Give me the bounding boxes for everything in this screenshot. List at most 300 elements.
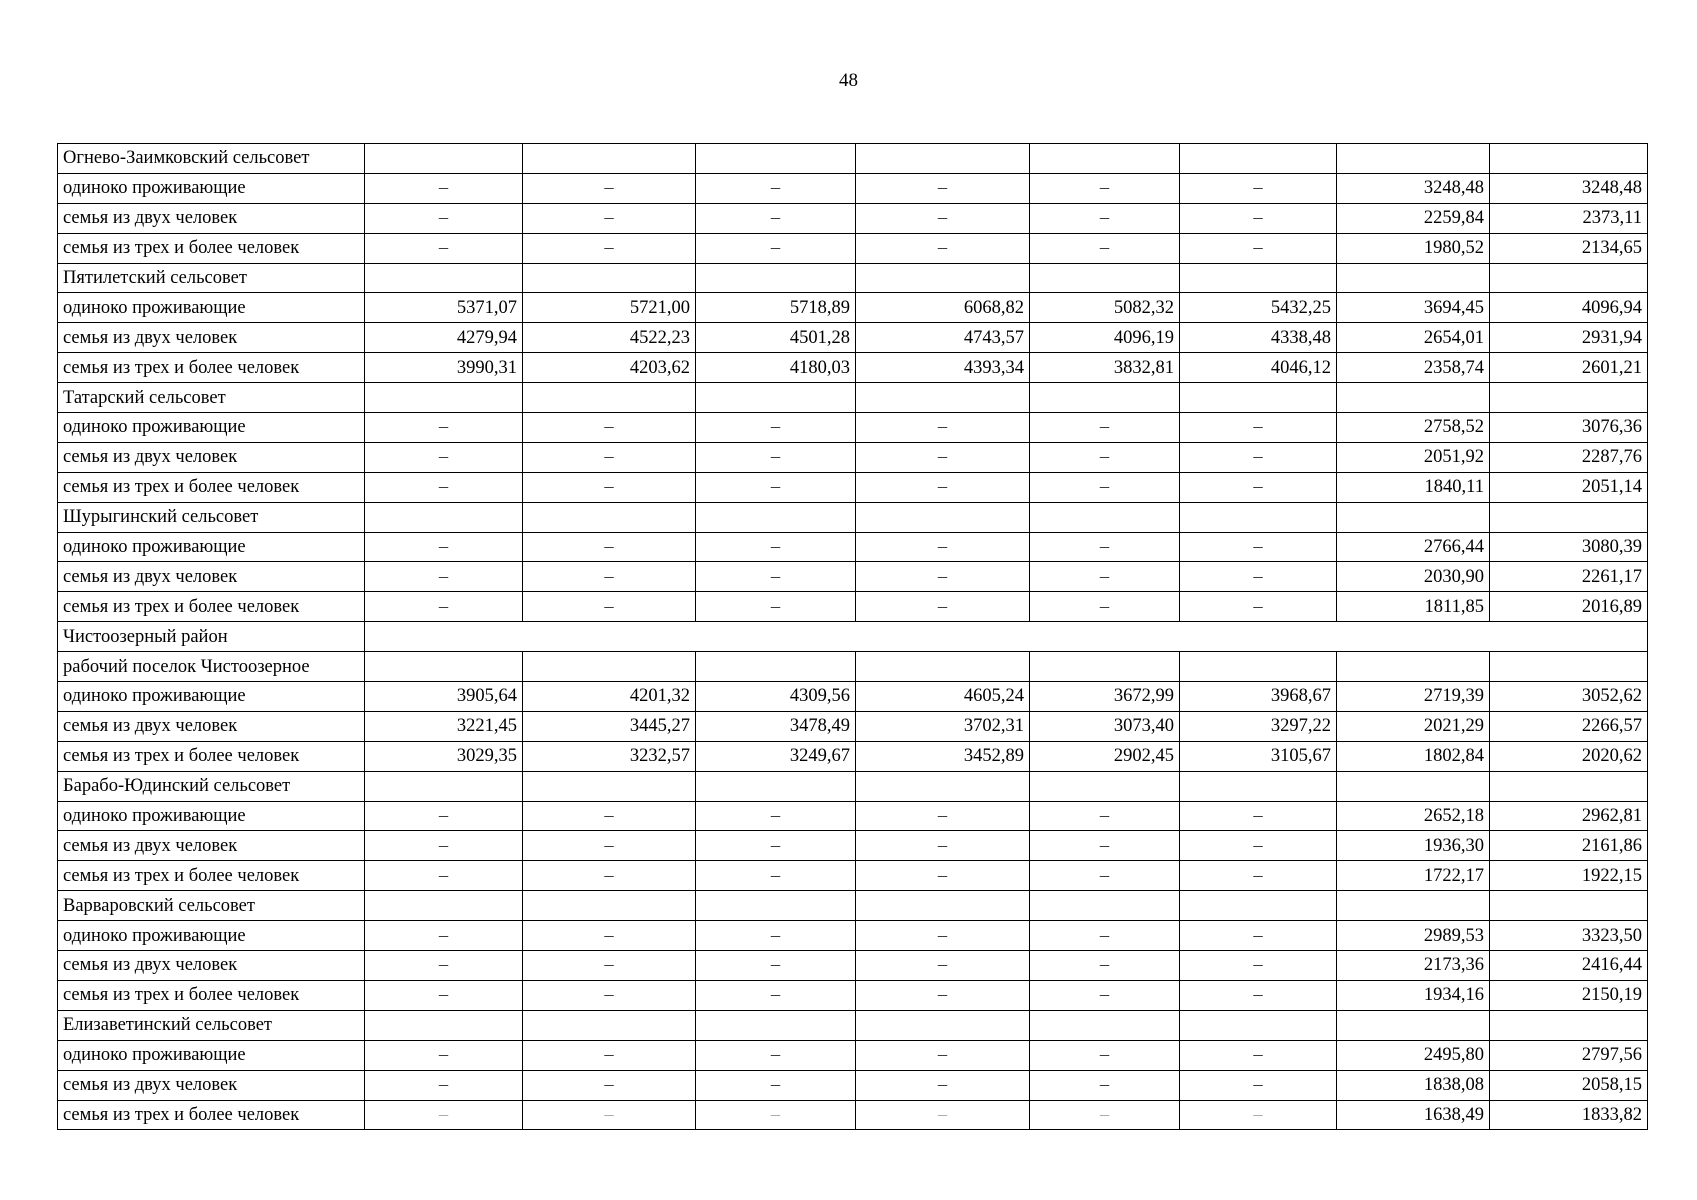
- value-cell: 2161,86: [1490, 831, 1648, 861]
- no-value-cell: –: [696, 562, 856, 592]
- no-value-cell: –: [523, 442, 696, 472]
- no-value-cell: –: [523, 413, 696, 443]
- no-value-cell: –: [856, 203, 1030, 233]
- empty-cell: [856, 771, 1030, 801]
- empty-cell: [1337, 263, 1490, 293]
- value-cell: 3029,35: [365, 741, 523, 771]
- section-header-row: [58, 891, 1648, 921]
- empty-cell: [523, 383, 696, 413]
- row-label: семья из трех и более человек: [58, 592, 365, 622]
- value-cell: 5432,25: [1180, 293, 1337, 323]
- row-label: семья из трех и более человек: [58, 472, 365, 502]
- value-cell: 3694,45: [1337, 293, 1490, 323]
- value-cell: 3052,62: [1490, 682, 1648, 712]
- value-cell: 2259,84: [1337, 203, 1490, 233]
- value-cell: 2931,94: [1490, 323, 1648, 353]
- no-value-cell: –: [696, 592, 856, 622]
- value-cell: 3221,45: [365, 711, 523, 741]
- value-cell: 2051,92: [1337, 442, 1490, 472]
- value-cell: 2989,53: [1337, 921, 1490, 951]
- no-value-cell: –: [1180, 233, 1337, 263]
- no-value-cell: –: [856, 831, 1030, 861]
- value-cell: 4046,12: [1180, 353, 1337, 383]
- no-value-cell: –: [696, 951, 856, 981]
- no-value-cell: –: [365, 801, 523, 831]
- section-title: Чистоозерный район: [58, 622, 365, 652]
- empty-cell: [1030, 891, 1180, 921]
- no-value-cell: –: [523, 980, 696, 1010]
- value-cell: 3105,67: [1180, 741, 1337, 771]
- no-value-cell: –: [696, 472, 856, 502]
- value-cell: 5371,07: [365, 293, 523, 323]
- value-cell: 3452,89: [856, 741, 1030, 771]
- no-value-cell: –: [856, 951, 1030, 981]
- no-value-cell: –: [1180, 532, 1337, 562]
- table-row: [58, 831, 1648, 861]
- value-cell: 1638,49: [1337, 1100, 1490, 1130]
- empty-cell: [523, 1010, 696, 1040]
- value-cell: 3672,99: [1030, 682, 1180, 712]
- empty-span-cell: [365, 622, 1648, 652]
- section-title: Барабо-Юдинский сельсовет: [58, 771, 365, 801]
- value-cell: 2416,44: [1490, 951, 1648, 981]
- row-label: семья из трех и более человек: [58, 741, 365, 771]
- value-cell: 3248,48: [1490, 173, 1648, 203]
- empty-cell: [1337, 502, 1490, 532]
- no-value-cell: –: [696, 173, 856, 203]
- value-cell: 4338,48: [1180, 323, 1337, 353]
- empty-cell: [696, 771, 856, 801]
- value-cell: 2758,52: [1337, 413, 1490, 443]
- no-value-cell: –: [1180, 921, 1337, 951]
- value-cell: 2051,14: [1490, 472, 1648, 502]
- no-value-cell: –: [1030, 1070, 1180, 1100]
- empty-cell: [696, 652, 856, 682]
- no-value-cell: –: [1030, 233, 1180, 263]
- no-value-cell: –: [696, 203, 856, 233]
- row-label: семья из двух человек: [58, 323, 365, 353]
- empty-cell: [1337, 771, 1490, 801]
- empty-cell: [1030, 652, 1180, 682]
- no-value-cell: –: [523, 532, 696, 562]
- value-cell: 1922,15: [1490, 861, 1648, 891]
- no-value-cell: –: [856, 980, 1030, 1010]
- value-cell: 4201,32: [523, 682, 696, 712]
- no-value-cell: –: [365, 203, 523, 233]
- no-value-cell: –: [856, 1040, 1030, 1070]
- section-header-row: [58, 502, 1648, 532]
- empty-cell: [1490, 263, 1648, 293]
- empty-cell: [523, 652, 696, 682]
- empty-cell: [523, 144, 696, 174]
- table-row: [58, 472, 1648, 502]
- section-header-row: [58, 652, 1648, 682]
- row-label: семья из трех и более человек: [58, 1100, 365, 1130]
- value-cell: 4096,94: [1490, 293, 1648, 323]
- empty-cell: [1180, 502, 1337, 532]
- value-cell: 3073,40: [1030, 711, 1180, 741]
- value-cell: 4743,57: [856, 323, 1030, 353]
- no-value-cell: –: [1030, 562, 1180, 592]
- value-cell: 2020,62: [1490, 741, 1648, 771]
- data-table: [57, 143, 1648, 1130]
- no-value-cell: –: [1180, 203, 1337, 233]
- empty-cell: [856, 891, 1030, 921]
- empty-cell: [856, 383, 1030, 413]
- no-value-cell: –: [696, 413, 856, 443]
- value-cell: 2373,11: [1490, 203, 1648, 233]
- empty-cell: [365, 652, 523, 682]
- value-cell: 2030,90: [1337, 562, 1490, 592]
- table-row: [58, 532, 1648, 562]
- no-value-cell: –: [365, 472, 523, 502]
- no-value-cell: –: [1180, 951, 1337, 981]
- empty-cell: [1030, 383, 1180, 413]
- section-header-row: [58, 144, 1648, 174]
- no-value-cell: –: [523, 801, 696, 831]
- empty-cell: [523, 263, 696, 293]
- value-cell: 4309,56: [696, 682, 856, 712]
- value-cell: 3702,31: [856, 711, 1030, 741]
- value-cell: 5082,32: [1030, 293, 1180, 323]
- value-cell: 1833,82: [1490, 1100, 1648, 1130]
- value-cell: 4279,94: [365, 323, 523, 353]
- row-label: одиноко проживающие: [58, 1040, 365, 1070]
- value-cell: 2495,80: [1337, 1040, 1490, 1070]
- empty-cell: [365, 771, 523, 801]
- section-title: Шурыгинский сельсовет: [58, 502, 365, 532]
- empty-cell: [1030, 1010, 1180, 1040]
- table-row: [58, 442, 1648, 472]
- empty-cell: [696, 1010, 856, 1040]
- row-label: одиноко проживающие: [58, 682, 365, 712]
- value-cell: 1840,11: [1337, 472, 1490, 502]
- table-row: [58, 203, 1648, 233]
- no-value-cell: –: [1180, 1100, 1337, 1130]
- empty-cell: [1490, 891, 1648, 921]
- no-value-cell: –: [1180, 562, 1337, 592]
- table-row: [58, 173, 1648, 203]
- no-value-cell: –: [1030, 442, 1180, 472]
- empty-cell: [365, 144, 523, 174]
- empty-cell: [1180, 144, 1337, 174]
- section-header-row: [58, 622, 1648, 652]
- value-cell: 4522,23: [523, 323, 696, 353]
- no-value-cell: –: [856, 592, 1030, 622]
- row-label: семья из трех и более человек: [58, 861, 365, 891]
- empty-cell: [365, 1010, 523, 1040]
- no-value-cell: –: [856, 1070, 1030, 1100]
- empty-cell: [1030, 263, 1180, 293]
- no-value-cell: –: [365, 442, 523, 472]
- row-label: семья из двух человек: [58, 562, 365, 592]
- empty-cell: [1030, 144, 1180, 174]
- no-value-cell: –: [523, 951, 696, 981]
- no-value-cell: –: [856, 442, 1030, 472]
- no-value-cell: –: [1180, 801, 1337, 831]
- no-value-cell: –: [1030, 532, 1180, 562]
- no-value-cell: –: [523, 1100, 696, 1130]
- no-value-cell: –: [856, 1100, 1030, 1130]
- no-value-cell: –: [365, 861, 523, 891]
- empty-cell: [856, 263, 1030, 293]
- no-value-cell: –: [523, 562, 696, 592]
- section-header-row: [58, 771, 1648, 801]
- empty-cell: [1337, 891, 1490, 921]
- no-value-cell: –: [1180, 1070, 1337, 1100]
- value-cell: 3832,81: [1030, 353, 1180, 383]
- section-header-row: [58, 1010, 1648, 1040]
- value-cell: 2654,01: [1337, 323, 1490, 353]
- no-value-cell: –: [365, 233, 523, 263]
- empty-cell: [365, 502, 523, 532]
- value-cell: 2719,39: [1337, 682, 1490, 712]
- section-title: Пятилетский сельсовет: [58, 263, 365, 293]
- section-header-row: [58, 383, 1648, 413]
- table-row: [58, 711, 1648, 741]
- value-cell: 2058,15: [1490, 1070, 1648, 1100]
- no-value-cell: –: [523, 203, 696, 233]
- section-header-row: [58, 263, 1648, 293]
- empty-cell: [696, 891, 856, 921]
- value-cell: 3990,31: [365, 353, 523, 383]
- no-value-cell: –: [696, 831, 856, 861]
- table-row: [58, 980, 1648, 1010]
- row-label: семья из трех и более человек: [58, 980, 365, 1010]
- section-title: Татарский сельсовет: [58, 383, 365, 413]
- row-label: одиноко проживающие: [58, 293, 365, 323]
- no-value-cell: –: [523, 1070, 696, 1100]
- empty-cell: [365, 891, 523, 921]
- table-row: [58, 233, 1648, 263]
- no-value-cell: –: [856, 921, 1030, 951]
- value-cell: 3478,49: [696, 711, 856, 741]
- empty-cell: [696, 502, 856, 532]
- empty-cell: [523, 502, 696, 532]
- no-value-cell: –: [1030, 1100, 1180, 1130]
- no-value-cell: –: [1030, 173, 1180, 203]
- no-value-cell: –: [696, 980, 856, 1010]
- no-value-cell: –: [1030, 951, 1180, 981]
- empty-cell: [696, 263, 856, 293]
- table-row: [58, 323, 1648, 353]
- value-cell: 1980,52: [1337, 233, 1490, 263]
- row-label: семья из двух человек: [58, 831, 365, 861]
- value-cell: 5718,89: [696, 293, 856, 323]
- section-title: Варваровский сельсовет: [58, 891, 365, 921]
- value-cell: 3297,22: [1180, 711, 1337, 741]
- no-value-cell: –: [1180, 861, 1337, 891]
- empty-cell: [1490, 144, 1648, 174]
- table-row: [58, 562, 1648, 592]
- no-value-cell: –: [365, 592, 523, 622]
- value-cell: 4203,62: [523, 353, 696, 383]
- no-value-cell: –: [1180, 442, 1337, 472]
- row-label: одиноко проживающие: [58, 532, 365, 562]
- no-value-cell: –: [1180, 413, 1337, 443]
- no-value-cell: –: [365, 413, 523, 443]
- value-cell: 2287,76: [1490, 442, 1648, 472]
- row-label: одиноко проживающие: [58, 173, 365, 203]
- section-title: рабочий поселок Чистоозерное: [58, 652, 365, 682]
- value-cell: 3905,64: [365, 682, 523, 712]
- empty-cell: [1337, 1010, 1490, 1040]
- no-value-cell: –: [1030, 413, 1180, 443]
- empty-cell: [856, 502, 1030, 532]
- empty-cell: [1337, 144, 1490, 174]
- value-cell: 4393,34: [856, 353, 1030, 383]
- table-row: [58, 682, 1648, 712]
- empty-cell: [1337, 652, 1490, 682]
- table-row: [58, 413, 1648, 443]
- empty-cell: [1490, 771, 1648, 801]
- row-label: одиноко проживающие: [58, 921, 365, 951]
- empty-cell: [1180, 891, 1337, 921]
- no-value-cell: –: [523, 592, 696, 622]
- value-cell: 2358,74: [1337, 353, 1490, 383]
- table-row: [58, 293, 1648, 323]
- no-value-cell: –: [1030, 921, 1180, 951]
- section-title: Огнево-Заимковский сельсовет: [58, 144, 365, 174]
- value-cell: 3080,39: [1490, 532, 1648, 562]
- no-value-cell: –: [523, 173, 696, 203]
- value-cell: 6068,82: [856, 293, 1030, 323]
- value-cell: 2601,21: [1490, 353, 1648, 383]
- value-cell: 2266,57: [1490, 711, 1648, 741]
- empty-cell: [1490, 383, 1648, 413]
- empty-cell: [1180, 771, 1337, 801]
- value-cell: 5721,00: [523, 293, 696, 323]
- no-value-cell: –: [523, 472, 696, 502]
- value-cell: 4605,24: [856, 682, 1030, 712]
- no-value-cell: –: [696, 532, 856, 562]
- value-cell: 1811,85: [1337, 592, 1490, 622]
- no-value-cell: –: [365, 951, 523, 981]
- no-value-cell: –: [696, 442, 856, 472]
- no-value-cell: –: [856, 801, 1030, 831]
- value-cell: 2150,19: [1490, 980, 1648, 1010]
- value-cell: 2134,65: [1490, 233, 1648, 263]
- no-value-cell: –: [365, 173, 523, 203]
- no-value-cell: –: [523, 861, 696, 891]
- empty-cell: [523, 891, 696, 921]
- no-value-cell: –: [856, 173, 1030, 203]
- empty-cell: [1180, 263, 1337, 293]
- value-cell: 2652,18: [1337, 801, 1490, 831]
- empty-cell: [1490, 1010, 1648, 1040]
- value-cell: 2016,89: [1490, 592, 1648, 622]
- table-row: [58, 1100, 1648, 1130]
- value-cell: 3076,36: [1490, 413, 1648, 443]
- empty-cell: [1180, 1010, 1337, 1040]
- value-cell: 4096,19: [1030, 323, 1180, 353]
- value-cell: 2766,44: [1337, 532, 1490, 562]
- table-row: [58, 861, 1648, 891]
- value-cell: 1802,84: [1337, 741, 1490, 771]
- row-label: семья из двух человек: [58, 442, 365, 472]
- empty-cell: [1180, 652, 1337, 682]
- value-cell: 1838,08: [1337, 1070, 1490, 1100]
- table-body: [58, 144, 1648, 1130]
- no-value-cell: –: [365, 980, 523, 1010]
- no-value-cell: –: [856, 861, 1030, 891]
- empty-cell: [1490, 652, 1648, 682]
- no-value-cell: –: [1030, 1040, 1180, 1070]
- no-value-cell: –: [856, 472, 1030, 502]
- empty-cell: [1337, 383, 1490, 413]
- no-value-cell: –: [696, 861, 856, 891]
- value-cell: 1936,30: [1337, 831, 1490, 861]
- empty-cell: [1180, 383, 1337, 413]
- no-value-cell: –: [856, 413, 1030, 443]
- no-value-cell: –: [696, 1040, 856, 1070]
- no-value-cell: –: [1180, 173, 1337, 203]
- no-value-cell: –: [1030, 472, 1180, 502]
- no-value-cell: –: [696, 921, 856, 951]
- value-cell: 2173,36: [1337, 951, 1490, 981]
- no-value-cell: –: [1180, 472, 1337, 502]
- no-value-cell: –: [1180, 831, 1337, 861]
- no-value-cell: –: [365, 562, 523, 592]
- no-value-cell: –: [1030, 831, 1180, 861]
- no-value-cell: –: [523, 831, 696, 861]
- empty-cell: [856, 652, 1030, 682]
- empty-cell: [856, 144, 1030, 174]
- value-cell: 1934,16: [1337, 980, 1490, 1010]
- value-cell: 3248,48: [1337, 173, 1490, 203]
- value-cell: 4501,28: [696, 323, 856, 353]
- no-value-cell: –: [365, 831, 523, 861]
- no-value-cell: –: [523, 921, 696, 951]
- empty-cell: [523, 771, 696, 801]
- row-label: семья из двух человек: [58, 1070, 365, 1100]
- no-value-cell: –: [523, 233, 696, 263]
- row-label: одиноко проживающие: [58, 413, 365, 443]
- section-title: Елизаветинский сельсовет: [58, 1010, 365, 1040]
- no-value-cell: –: [696, 233, 856, 263]
- row-label: семья из двух человек: [58, 951, 365, 981]
- no-value-cell: –: [856, 532, 1030, 562]
- no-value-cell: –: [1030, 980, 1180, 1010]
- table-row: [58, 1040, 1648, 1070]
- empty-cell: [696, 383, 856, 413]
- table-row: [58, 353, 1648, 383]
- table-row: [58, 741, 1648, 771]
- row-label: семья из двух человек: [58, 203, 365, 233]
- table-row: [58, 921, 1648, 951]
- table-row: [58, 951, 1648, 981]
- row-label: семья из трех и более человек: [58, 233, 365, 263]
- no-value-cell: –: [696, 801, 856, 831]
- value-cell: 2797,56: [1490, 1040, 1648, 1070]
- no-value-cell: –: [856, 562, 1030, 592]
- table-row: [58, 1070, 1648, 1100]
- empty-cell: [856, 1010, 1030, 1040]
- row-label: одиноко проживающие: [58, 801, 365, 831]
- no-value-cell: –: [1180, 980, 1337, 1010]
- no-value-cell: –: [365, 1100, 523, 1130]
- value-cell: 2962,81: [1490, 801, 1648, 831]
- value-cell: 3323,50: [1490, 921, 1648, 951]
- empty-cell: [365, 263, 523, 293]
- no-value-cell: –: [365, 1040, 523, 1070]
- value-cell: 2021,29: [1337, 711, 1490, 741]
- row-label: семья из двух человек: [58, 711, 365, 741]
- empty-cell: [1030, 502, 1180, 532]
- no-value-cell: –: [365, 921, 523, 951]
- value-cell: 2261,17: [1490, 562, 1648, 592]
- value-cell: 3968,67: [1180, 682, 1337, 712]
